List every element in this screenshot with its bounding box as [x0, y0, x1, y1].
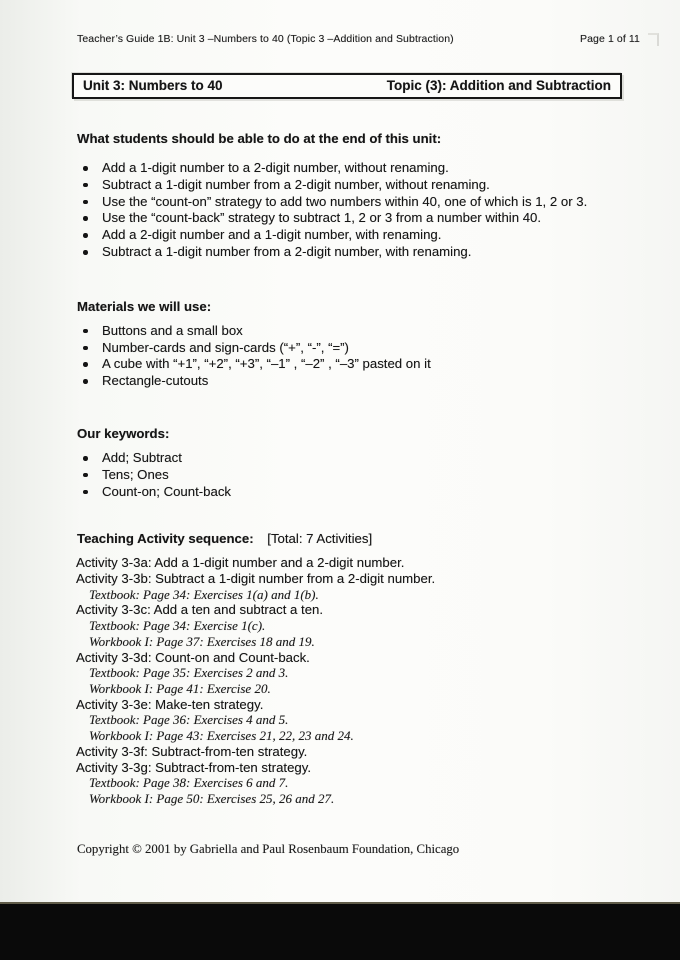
- topic-title: Topic (3): Addition and Subtraction: [386, 78, 611, 93]
- bullet-text: Use the “count-on” strategy to add two numbers within 40, one of which is 1, 2 or 3.: [102, 193, 588, 209]
- bullet-item: [77, 227, 680, 244]
- bullet-item: [77, 467, 680, 484]
- bullet-item: [77, 244, 680, 261]
- bullet-dot-icon: [83, 379, 88, 384]
- sequence-line: [76, 571, 680, 587]
- sequence-line: [89, 587, 680, 603]
- bullet-item: [77, 194, 680, 211]
- objectives-heading: What students should be able to do at the end of this unit:: [77, 131, 442, 146]
- bullet-dot-icon: [83, 362, 88, 367]
- sequence-line-text: Activity 3-3d: Count-on and Count-back.: [76, 649, 310, 665]
- bullet-dot-icon: [83, 346, 88, 351]
- sequence-line: [89, 728, 680, 744]
- header-running-title: Teacher’s Guide 1B: Unit 3 –Numbers to 40 (Topic 3 –Addition and Subtraction): [77, 33, 454, 45]
- page-header: [77, 0, 640, 45]
- sequence-line-text: Activity 3-3g: Subtract-from-ten strategy.: [76, 759, 312, 775]
- section-keywords: [0, 426, 680, 500]
- sequence-line: [76, 602, 680, 618]
- bullet-dot-icon: [83, 490, 88, 495]
- bullet-item: [77, 177, 680, 194]
- bullet-text: Number-cards and sign-cards (“+”, “-”, “=”): [102, 339, 349, 355]
- activity-sequence-list: [76, 555, 680, 806]
- sequence-line: [76, 744, 680, 760]
- keywords-heading: Our keywords:: [77, 425, 170, 441]
- bullet-dot-icon: [83, 166, 88, 171]
- objectives-bullet-list: [77, 160, 680, 261]
- sequence-line: [89, 791, 680, 807]
- sequence-line: [89, 618, 680, 634]
- keywords-bullet-list: [77, 450, 680, 500]
- sequence-line-text: Textbook: Page 36: Exercises 4 and 5.: [89, 712, 289, 728]
- bullet-item: [77, 210, 680, 227]
- section-materials: [0, 299, 680, 390]
- bullet-text: Rectangle-cutouts: [102, 373, 209, 389]
- sequence-line: [89, 712, 680, 728]
- sequence-line: [89, 665, 680, 681]
- sequence-line: [76, 650, 680, 666]
- sequence-line-text: Activity 3-3e: Make-ten strategy.: [76, 696, 264, 712]
- bullet-text: Add; Subtract: [102, 449, 182, 465]
- bullet-item: [77, 160, 680, 177]
- sequence-line-text: Activity 3-3f: Subtract-from-ten strategy.: [76, 743, 308, 759]
- bullet-text: Add a 1-digit number to a 2-digit number, without renaming.: [102, 160, 449, 175]
- bullet-item: [77, 484, 680, 501]
- unit-topic-title-box: [72, 73, 622, 99]
- bullet-text: Subtract a 1-digit number from a 2-digit number, without renaming.: [102, 176, 490, 192]
- bullet-item: [77, 356, 680, 373]
- sequence-line-text: Textbook: Page 38: Exercises 6 and 7.: [89, 775, 289, 791]
- sequence-line-text: Workbook I: Page 43: Exercises 21, 22, 23 and 24.: [89, 728, 354, 744]
- bullet-text: Buttons and a small box: [102, 322, 243, 338]
- sequence-line: [89, 681, 680, 697]
- sequence-line: [89, 775, 680, 791]
- bullet-item: [77, 373, 680, 390]
- bullet-dot-icon: [83, 216, 88, 221]
- sequence-line-text: Textbook: Page 34: Exercises 1(a) and 1(b).: [89, 586, 319, 602]
- unit-title: Unit 3: Numbers to 40: [83, 78, 223, 93]
- bullet-text: Add a 2-digit number and a 1-digit number, with renaming.: [102, 227, 442, 243]
- sequence-line: [89, 634, 680, 650]
- sequence-line-text: Activity 3-3a: Add a 1-digit number and a 2-digit number.: [76, 555, 405, 571]
- bullet-dot-icon: [83, 456, 88, 461]
- bullet-dot-icon: [83, 473, 88, 478]
- materials-heading: Materials we will use:: [77, 298, 212, 314]
- bullet-dot-icon: [83, 250, 88, 255]
- sequence-line: [76, 760, 680, 776]
- sequence-line-text: Textbook: Page 34: Exercise 1(c).: [89, 618, 266, 634]
- activity-sequence-total: [Total: 7 Activities]: [267, 531, 373, 547]
- bullet-text: Tens; Ones: [102, 466, 169, 482]
- section-objectives: [0, 131, 680, 261]
- scanner-black-band: [0, 902, 680, 960]
- bullet-text: Subtract a 1-digit number from a 2-digit number, with renaming.: [102, 243, 472, 259]
- activity-sequence-heading: Teaching Activity sequence:: [77, 531, 254, 547]
- bullet-dot-icon: [83, 329, 88, 334]
- sequence-line-text: Textbook: Page 35: Exercises 2 and 3.: [89, 665, 289, 681]
- copyright-line: Copyright © 2001 by Gabriella and Paul Rosenbaum Foundation, Chicago: [77, 841, 460, 856]
- sequence-line-text: Activity 3-3c: Add a ten and subtract a ten.: [76, 602, 324, 618]
- bullet-item: [77, 340, 680, 357]
- bullet-item: [77, 450, 680, 467]
- bullet-dot-icon: [83, 233, 88, 238]
- sequence-line-text: Workbook I: Page 41: Exercise 20.: [89, 680, 271, 696]
- scan-artifact: [648, 33, 659, 46]
- bullet-text: Count-on; Count-back: [102, 483, 232, 499]
- sequence-line: [76, 697, 680, 713]
- bullet-dot-icon: [83, 183, 88, 188]
- activity-sequence-heading-row: [77, 531, 680, 546]
- sequence-line-text: Workbook I: Page 37: Exercises 18 and 19.: [89, 633, 315, 649]
- sequence-line-text: Workbook I: Page 50: Exercises 25, 26 and 27.: [89, 790, 335, 806]
- materials-bullet-list: [77, 323, 680, 390]
- header-page-number: Page 1 of 11: [580, 33, 640, 45]
- bullet-text: Use the “count-back” strategy to subtract 1, 2 or 3 from a number within 40.: [102, 210, 542, 226]
- sequence-line: [76, 555, 680, 571]
- bullet-text: A cube with “+1”, “+2”, “+3”, “–1” , “–2” , “–3” pasted on it: [102, 356, 431, 372]
- bullet-item: [77, 323, 680, 340]
- bullet-dot-icon: [83, 200, 88, 205]
- sequence-line-text: Activity 3-3b: Subtract a 1-digit number from a 2-digit number.: [76, 571, 436, 587]
